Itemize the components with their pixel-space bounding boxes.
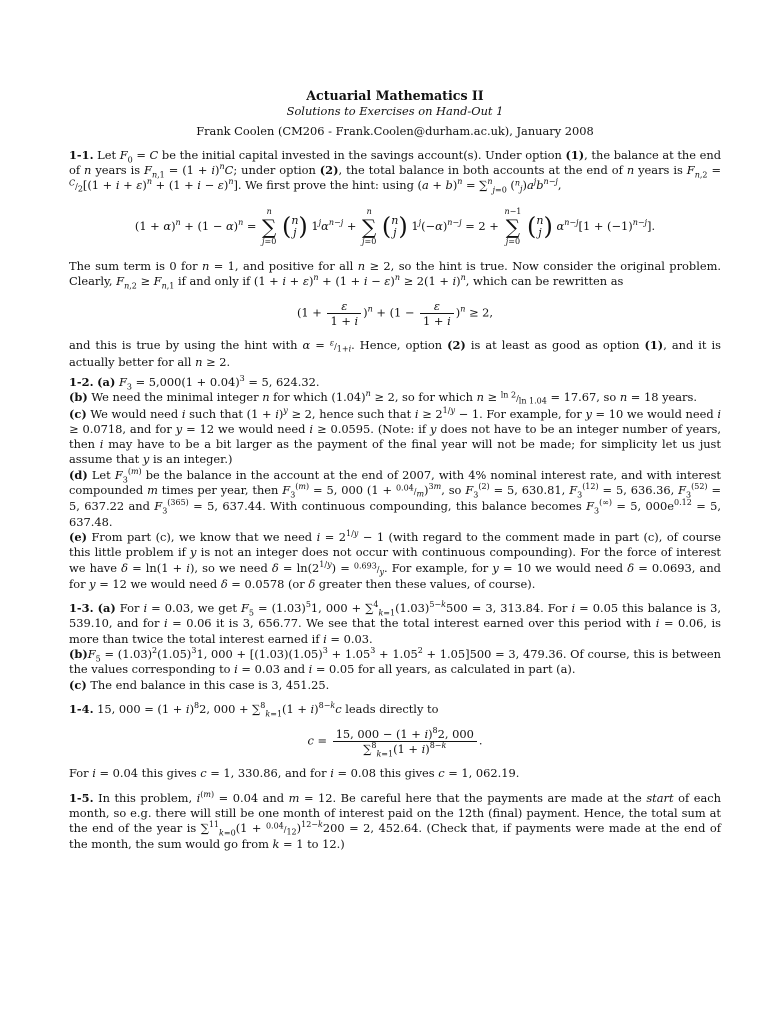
equation-binomial-hint: $(1 + \alpha)^n + (1 - \alpha)^n$ = n ∑ j=0 ( n j ) $1^j\alpha^{n-j}$ + n ∑ j=0 ( n j ) $1^j(-\alpha)^{n-j} = 2$ + n−1 ∑ j=0 ( n j ) $\alpha^{n-j}[1 + (-1)^{n-j}]$.: [134, 206, 656, 246]
exercise-1-4: [69, 702, 721, 782]
exercise-1-5-body: 1-5. In this problem, $i^{(m)} = 0.04$ and m = 12. Be careful here that the payments are made at the start of each month, so e.g. there will still be one month of interest paid on the 12th (final) payment. Hence, the total sum at the end of the year is $\sum^{11}_{k=0}(1 + ^{0.04}/_{12})^{12-k}200 = 2$, 452.64. (Check that, if payments were made at the end of the month, the sum would go from k = 1 to 12.): [69, 789, 721, 852]
exercise-1-4-result: For i = 0.04 this gives c = 1, 330.86, and for i = 0.08 this gives c = 1, 062.19.: [69, 766, 520, 781]
sum-symbol: n ∑ j=0: [362, 206, 377, 246]
exercise-1-4-intro: 1-4. 15, $000 = (1 + i)^82$, $000 + \sum^8_{k=1}(1 + i)^{8-k}c$ leads directly to: [69, 701, 439, 719]
sum-symbol: n ∑ j=0: [262, 206, 277, 246]
exercise-1-2-part-d: (d) Let $F_3^{(m)}$ be the balance in the account at the end of 2007, with 4% nominal interest rate, and with interest compounded m times per year, then $F_3^{(m)} = 5$, 000 $(1 + ^{0.04}/_m)^{3m}$, so $F_3^{(2)} = 5$, 630.81, $F_3^{(12)} = 5$, 636.36, $F_3^{(52)} = 5$, 637.22 and $F_3^{(365)} = 5$, 637.44. With continuous compounding, this balance becomes $F_3^{(\infty)} = 5$, $000e^{0.12} = 5$, 637.48.: [69, 466, 722, 529]
exercise-number: 1-4.: [69, 701, 94, 716]
binomial-coefficient: ( n j ): [281, 212, 308, 241]
exercise-1-2-part-a: 1-2. (a) $F_3 = 5,000(1 + 0.04)^3 = 5$, 624.32.: [69, 374, 320, 392]
exercise-number: 1-3.: [69, 601, 94, 616]
exercise-number: 1-2.: [69, 374, 94, 389]
exercise-1-2: [69, 375, 721, 592]
exercise-1-3-part-a: 1-3. (a) For i = 0.03, we get $F_5 = (1.03)^51$, $000 + \sum^4_{k=1}(1.03)^{5-k}500 = 3$, 313.84. For i = 0.05 this balance is 3, 539.10, and for i = 0.06 it is 3, 656.77. We see that the total interest earned over this period with i = 0.06, is more than twice the total interest earned if i = 0.03.: [69, 600, 721, 646]
binomial-coefficient: ( n j ): [527, 212, 553, 241]
exercise-1-2-part-e: (e) From part (c), we know that we need $i = 2^{1/y} - 1$ (with regard to the comment made in part (c), of course this little problem if y is not an integer does not occur with continuous compounding). For the force of interest we have δ = ln(1 + i), so we need $\delta = \ln(2^{1/y}) = ^{0.693}/_y$. For example, for y = 10 we would need δ = 0.0693, and for y = 12 we would need δ = 0.0578 (or δ greater then these values, of course).: [69, 529, 721, 591]
exercise-number: 1-5.: [69, 790, 94, 805]
document-subtitle: Solutions to Exercises on Hand-Out 1: [286, 104, 504, 119]
exercise-1-3-part-c: (c) The end balance in this case is 3, 451.25.: [69, 677, 330, 692]
binomial-coefficient: ( n j ): [381, 212, 408, 241]
equation-rewritten-inequality: (1 + $\frac{\varepsilon}{1 + i}$ )$^n$ + (1 − $\frac{\varepsilon}{1 + i}$ )$^n$ ≥ 2,: [296, 299, 494, 329]
exercise-number: 1-1.: [69, 147, 94, 162]
exercise-1-5: [69, 791, 721, 853]
exercise-1-3-part-b: $(b)F_5 = (1.03)^2(1.05)^31$, $000 + [(1.03)(1.05)^3 + 1.05^3 + 1.05^2 + 1.05]500 = 3$, 479.36. Of course, this is between the values corresponding to i = 0.03 and i = 0.05 for all years, as calculated in part (a).: [69, 646, 721, 677]
sum-symbol: n−1 ∑ j=0: [504, 206, 522, 246]
exercise-1-2-part-b: (b) We need the minimal integer n for which $(1.04)^n \ge 2$, so for which $n \ge ^{ln 2}/_{ln 1.04} = 17.67$, so n = 18 years.: [69, 389, 697, 406]
exercise-1-1-intro: 1-1. Let $F_0 = C$ be the initial capital invested in the savings account(s). Under option (1), the balance at the end of n years is $F_{n,1} = (1 + i)^nC$; under option (2), the total balance in both accounts at the end of n years is $F_{n,2} = ^C/_2[(1 + i + \varepsilon)^n + (1 + i - \varepsilon)^n]$. We first prove the hint: using $(a + b)^n = \sum^n_{j=0}$ $(^n_j)a^jb^{n-j}$,: [69, 147, 722, 195]
document-page: [69, 88, 721, 853]
exercise-1-1-conclusion: and this is true by using the hint with $\alpha = ^\varepsilon/_{1+i}$. Hence, option (2) is at least as good as option (1), and it is actually better for all n ≥ 2.: [69, 338, 721, 369]
exercise-1-2-part-c: (c) We would need i such that $(1 + i)^y \ge 2$, hence such that $i \ge 2^{1/y} - 1$. For example, for y = 10 we would need i ≥ 0.0718, and for y = 12 we would need i ≥ 0.0595. (Note: if y does not have to be an integer number of years, then i may have to be a bit larger as the payment of the final year will not be made; for simplicity let us just assume that y is an integer.): [69, 405, 721, 467]
exercise-1-1: [69, 148, 721, 370]
exercise-1-1-body: The sum term is 0 for n = 1, and positive for all n ≥ 2, so the hint is true. Now consider the original problem. Clearly, $F_{n,2} \ge F_{n,1}$ if and only if $(1 + i + \varepsilon)^n + (1 + i - \varepsilon)^n \ge 2(1 + i)^n$, which can be rewritten as: [69, 258, 721, 291]
equation-payment-c: c = $\frac{15, 000 - (1 + i)^82, 000}{\sum^8_{k=1}(1 + i)^{8-k}}$ .: [307, 726, 483, 759]
document-author: Frank Coolen (CM206 - Frank.Coolen@durham.ac.uk), January 2008: [196, 123, 594, 138]
document-title: Actuarial Mathematics II: [306, 88, 484, 103]
exercise-1-3: [69, 601, 721, 693]
